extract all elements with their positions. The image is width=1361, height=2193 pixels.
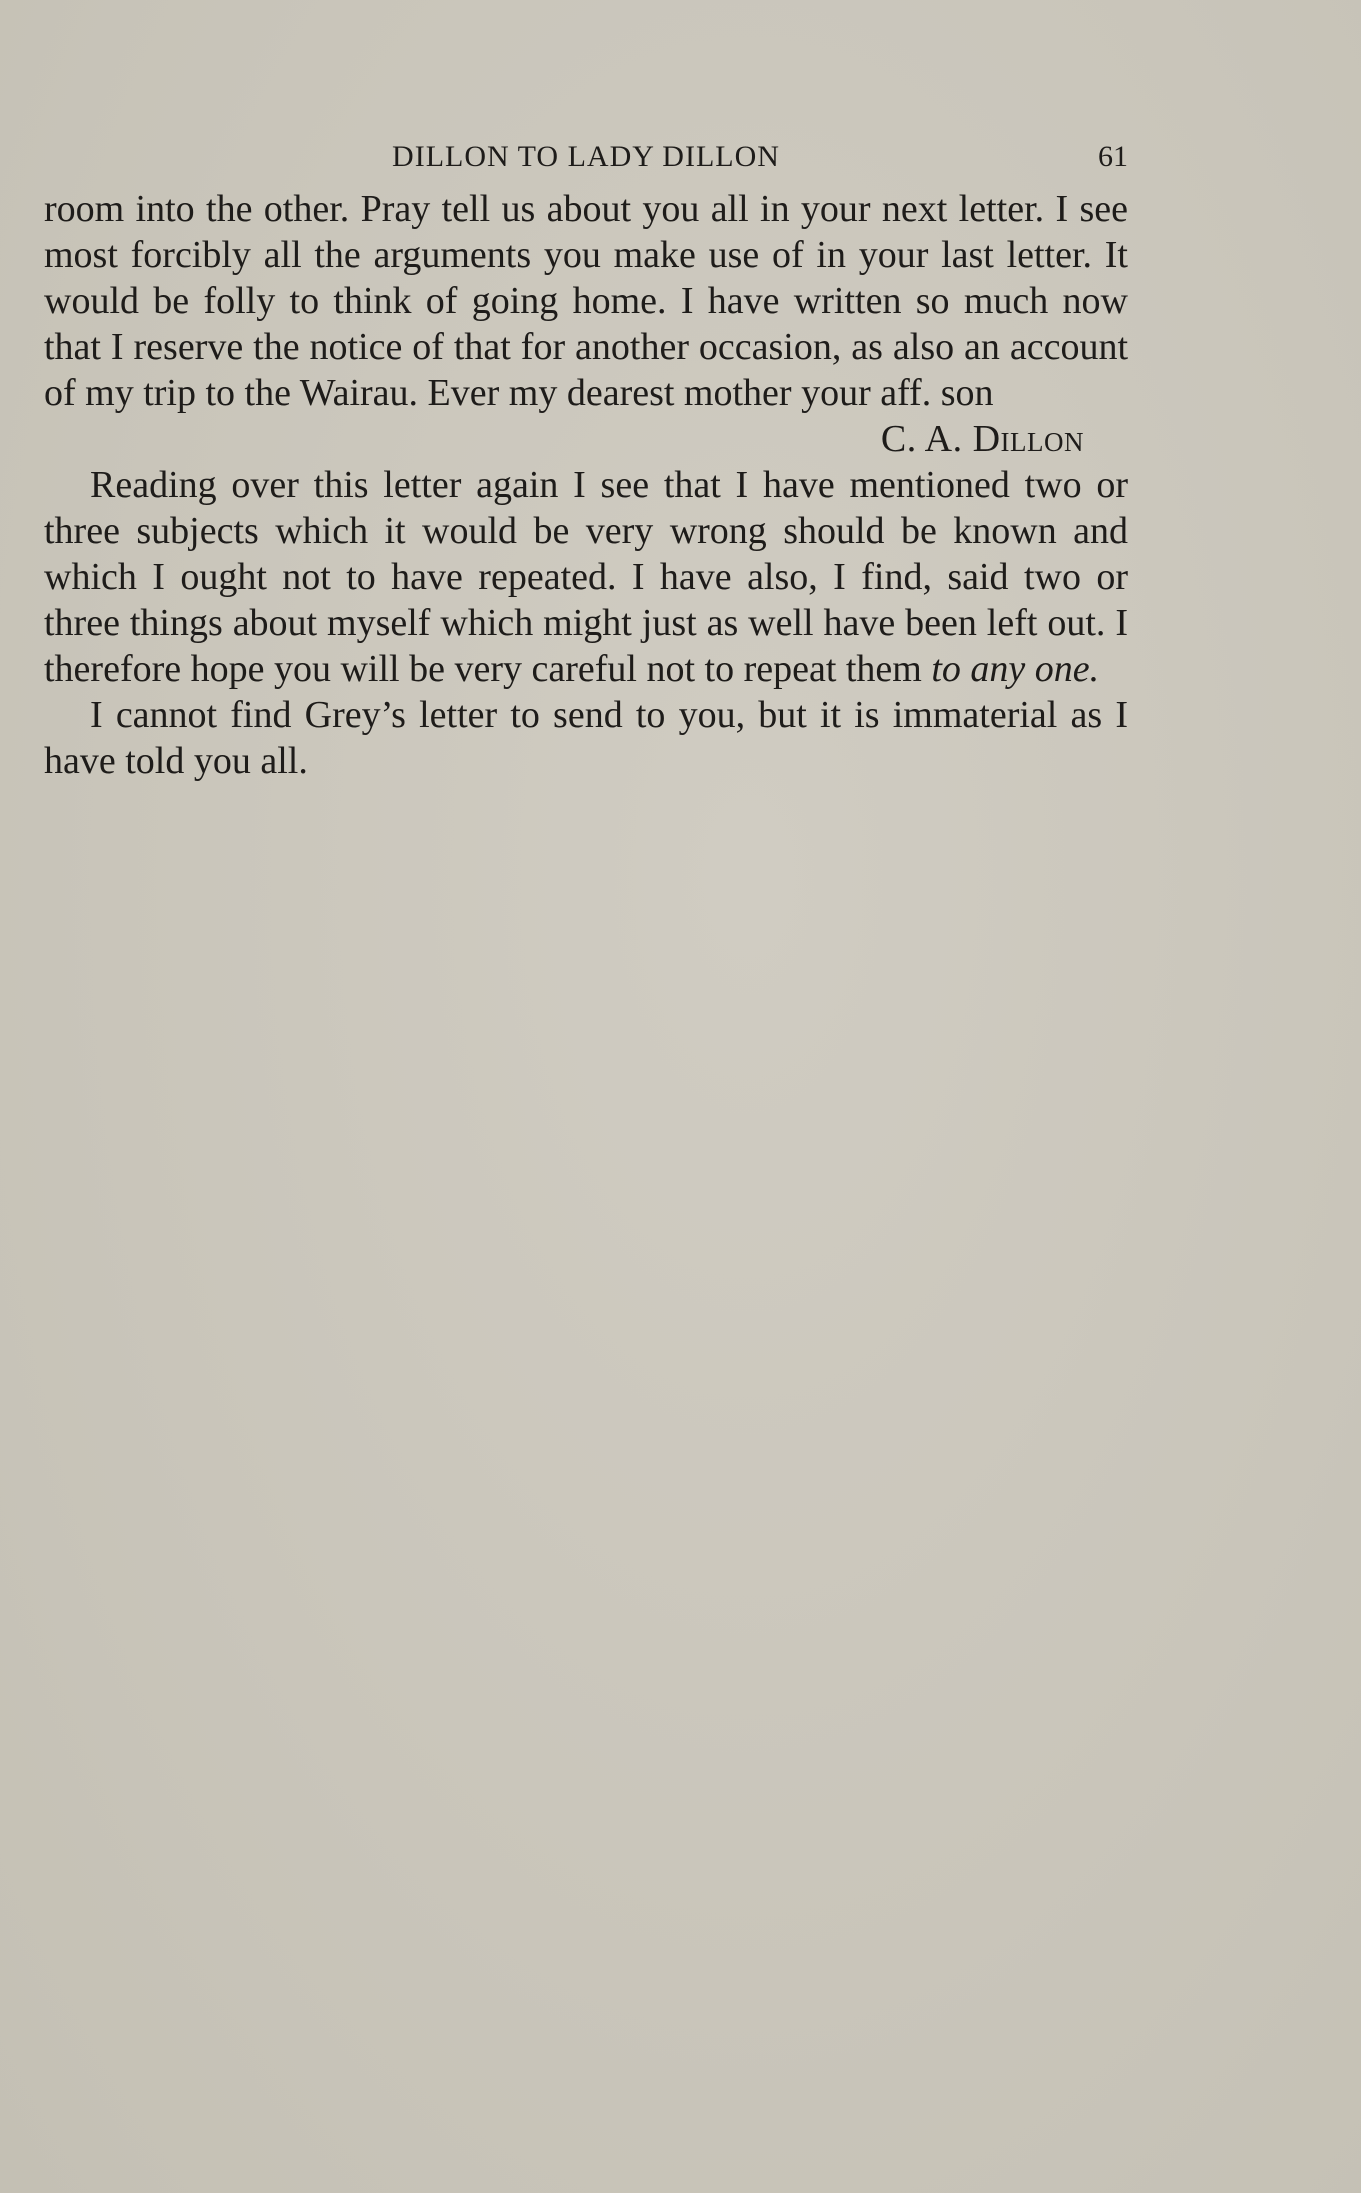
paragraph-postscript bbox=[44, 462, 1128, 692]
running-title: DILLON TO LADY DILLON bbox=[392, 140, 780, 173]
body-text bbox=[44, 186, 1128, 784]
paragraph-letter-close: room into the other. Pray tell us about you all in your next letter. I see most forcibly all the arguments you make use of in your last letter. It would be folly to think of going home. I have written so much now that I reserve the notice of that for another occasion, as also an account of my trip to the Wairau. Ever my dearest mother your aff. son bbox=[44, 188, 1128, 414]
page-number: 61 bbox=[1098, 140, 1128, 173]
signature: C. A. Dillon bbox=[880, 418, 1084, 460]
book-page bbox=[44, 140, 1128, 784]
postscript-text: Reading over this letter again I see that I have mentioned two or three subjects which it would be very wrong should be known and which I ought not to have repeated. I have also, I find, said two or three things about myself which might just as well have been left out. I therefore hope you will be very careful not to repeat them bbox=[44, 464, 1128, 690]
running-head bbox=[44, 140, 1128, 186]
postscript-emphasis: to any one. bbox=[931, 648, 1100, 690]
paragraph-final-note: I cannot find Grey’s letter to send to you, but it is immaterial as I have told you all. bbox=[44, 694, 1128, 782]
